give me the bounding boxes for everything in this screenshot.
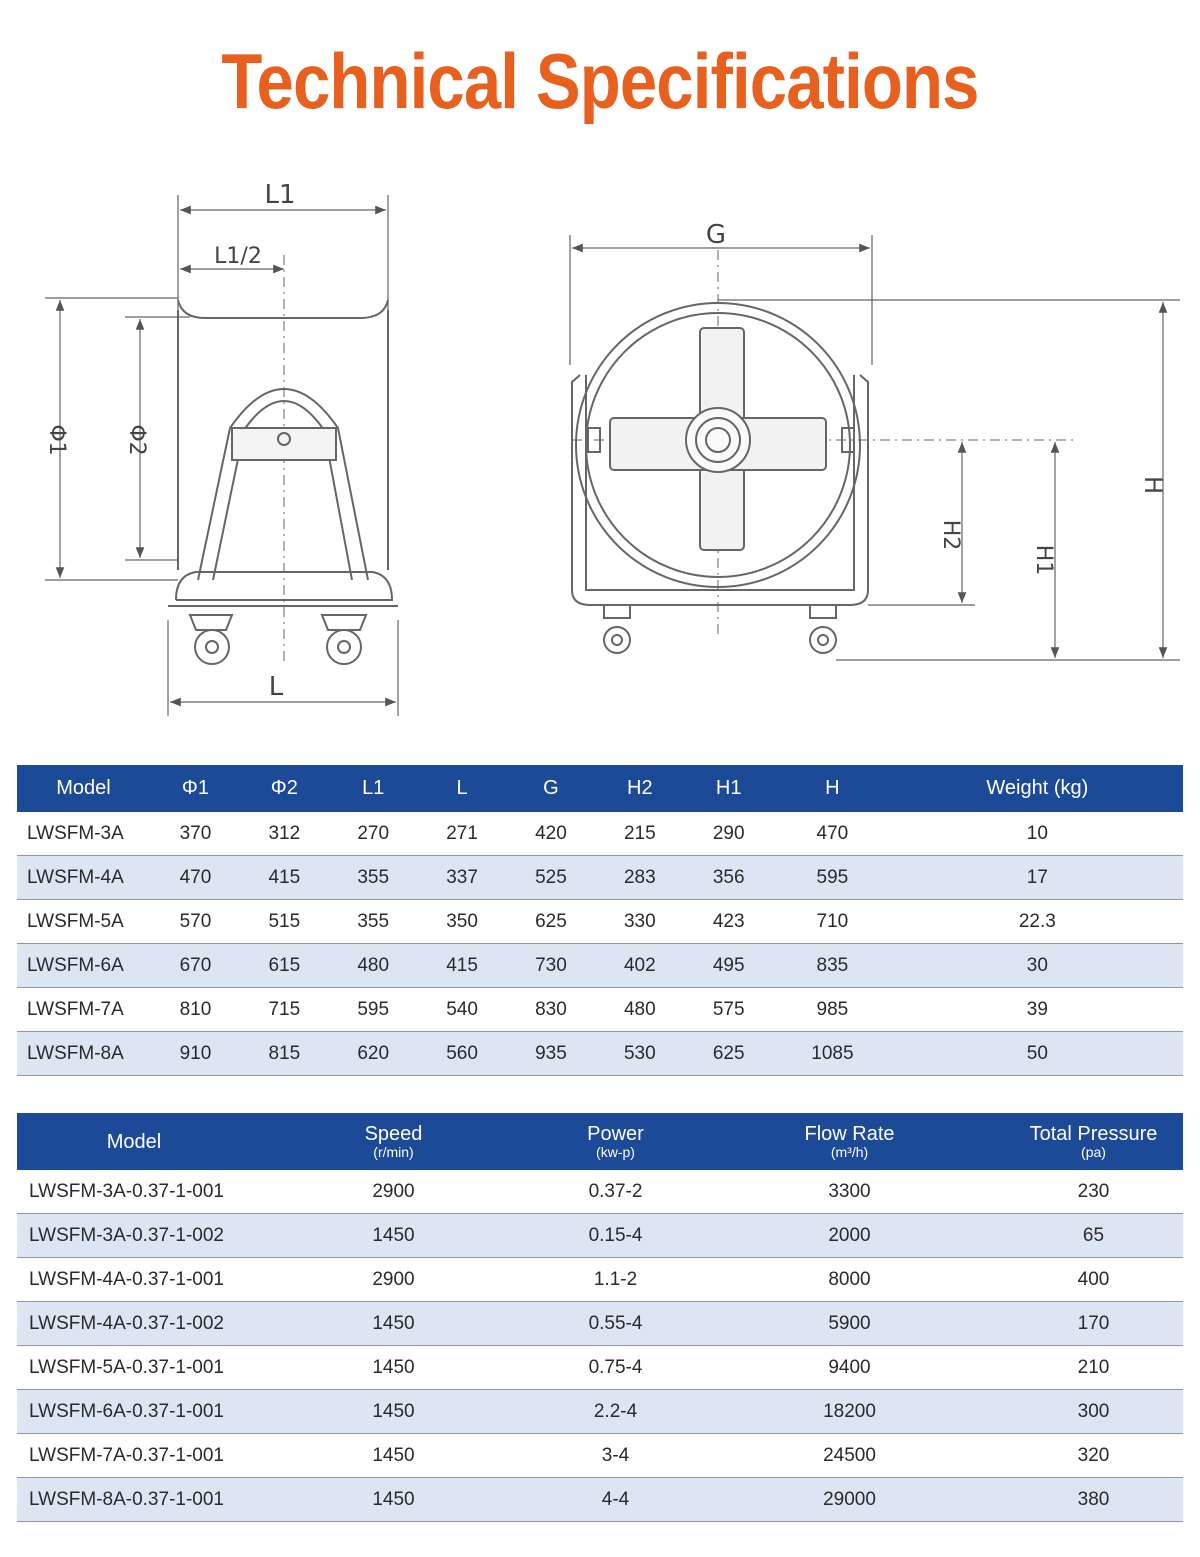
value-cell: 170	[1004, 1302, 1183, 1346]
model-cell: LWSFM-8A-0.37-1-001	[17, 1478, 251, 1522]
model-cell: LWSFM-5A-0.37-1-001	[17, 1346, 251, 1390]
column-unit: (m³/h)	[830, 1143, 869, 1160]
model-cell: LWSFM-6A	[17, 944, 151, 988]
value-cell: 0.75-4	[536, 1346, 695, 1390]
page-title: Technical Specifications	[221, 37, 979, 125]
label-h2: H2	[938, 519, 963, 551]
value-cell: 480	[329, 944, 418, 988]
column-header: G	[507, 765, 596, 812]
value-cell: 17	[892, 856, 1183, 900]
table-row	[17, 900, 1183, 944]
technical-drawing	[0, 160, 1200, 740]
label-l: L	[268, 672, 284, 702]
table-header-row	[17, 1113, 1183, 1170]
value-cell: 30	[892, 944, 1183, 988]
model-cell: LWSFM-3A	[17, 812, 151, 856]
value-cell: 2000	[695, 1214, 1004, 1258]
value-cell: 1450	[251, 1302, 536, 1346]
value-cell: 560	[418, 1032, 507, 1076]
value-cell: 730	[507, 944, 596, 988]
value-cell: 355	[329, 900, 418, 944]
value-cell: 400	[1004, 1258, 1183, 1302]
value-cell: 480	[595, 988, 684, 1032]
value-cell: 530	[595, 1032, 684, 1076]
table-row	[17, 1170, 1183, 1214]
value-cell: 670	[151, 944, 240, 988]
model-cell: LWSFM-7A	[17, 988, 151, 1032]
label-g: G	[705, 220, 727, 250]
label-l1-half: L1/2	[214, 244, 262, 269]
column-header: Φ2	[240, 765, 329, 812]
value-cell: 830	[507, 988, 596, 1032]
value-cell: 370	[151, 812, 240, 856]
label-h1: H1	[1031, 544, 1056, 576]
column-header: Flow Rate (m³/h)	[695, 1113, 1004, 1170]
value-cell: 415	[418, 944, 507, 988]
table-row	[17, 856, 1183, 900]
table-row	[17, 1258, 1183, 1302]
value-cell: 24500	[695, 1434, 1004, 1478]
value-cell: 355	[329, 856, 418, 900]
value-cell: 495	[684, 944, 773, 988]
value-cell: 1.1-2	[536, 1258, 695, 1302]
value-cell: 2900	[251, 1170, 536, 1214]
label-phi1: Φ1	[44, 424, 69, 456]
model-cell: LWSFM-3A-0.37-1-001	[17, 1170, 251, 1214]
dimensions-table	[17, 765, 1183, 1076]
model-cell: LWSFM-8A	[17, 1032, 151, 1076]
value-cell: 50	[892, 1032, 1183, 1076]
column-unit: (kw-p)	[596, 1143, 635, 1160]
value-cell: 985	[773, 988, 892, 1032]
value-cell: 1450	[251, 1434, 536, 1478]
value-cell: 10	[892, 812, 1183, 856]
column-header: H	[773, 765, 892, 812]
column-header: Model	[17, 765, 151, 812]
value-cell: 290	[684, 812, 773, 856]
table-row	[17, 1478, 1183, 1522]
value-cell: 271	[418, 812, 507, 856]
table-header-row	[17, 765, 1183, 812]
value-cell: 39	[892, 988, 1183, 1032]
table-row	[17, 812, 1183, 856]
value-cell: 1450	[251, 1478, 536, 1522]
value-cell: 595	[773, 856, 892, 900]
value-cell: 356	[684, 856, 773, 900]
table-row	[17, 944, 1183, 988]
column-header: Weight (kg)	[892, 765, 1183, 812]
value-cell: 423	[684, 900, 773, 944]
value-cell: 300	[1004, 1390, 1183, 1434]
value-cell: 815	[240, 1032, 329, 1076]
model-cell: LWSFM-3A-0.37-1-002	[17, 1214, 251, 1258]
label-h: H	[1139, 475, 1167, 495]
value-cell: 710	[773, 900, 892, 944]
value-cell: 835	[773, 944, 892, 988]
table-row	[17, 1302, 1183, 1346]
value-cell: 380	[1004, 1478, 1183, 1522]
column-header: L	[418, 765, 507, 812]
value-cell: 29000	[695, 1478, 1004, 1522]
value-cell: 910	[151, 1032, 240, 1076]
value-cell: 715	[240, 988, 329, 1032]
value-cell: 540	[418, 988, 507, 1032]
column-header: Φ1	[151, 765, 240, 812]
model-cell: LWSFM-4A	[17, 856, 151, 900]
model-cell: LWSFM-5A	[17, 900, 151, 944]
value-cell: 615	[240, 944, 329, 988]
side-view-drawing	[45, 195, 398, 716]
column-unit: (r/min)	[373, 1143, 414, 1160]
value-cell: 3-4	[536, 1434, 695, 1478]
value-cell: 210	[1004, 1346, 1183, 1390]
model-cell: LWSFM-4A-0.37-1-002	[17, 1302, 251, 1346]
value-cell: 330	[595, 900, 684, 944]
column-header: Total Pressure (pa)	[1004, 1113, 1183, 1170]
value-cell: 402	[595, 944, 684, 988]
model-cell: LWSFM-7A-0.37-1-001	[17, 1434, 251, 1478]
value-cell: 320	[1004, 1434, 1183, 1478]
table-row	[17, 1434, 1183, 1478]
value-cell: 1450	[251, 1390, 536, 1434]
value-cell: 283	[595, 856, 684, 900]
value-cell: 215	[595, 812, 684, 856]
column-unit: (pa)	[1081, 1143, 1106, 1160]
value-cell: 1450	[251, 1346, 536, 1390]
value-cell: 935	[507, 1032, 596, 1076]
column-header: H2	[595, 765, 684, 812]
value-cell: 515	[240, 900, 329, 944]
value-cell: 0.37-2	[536, 1170, 695, 1214]
label-l1: L1	[264, 180, 296, 210]
front-view-drawing	[570, 235, 1180, 660]
value-cell: 9400	[695, 1346, 1004, 1390]
table-row	[17, 1346, 1183, 1390]
value-cell: 350	[418, 900, 507, 944]
value-cell: 525	[507, 856, 596, 900]
value-cell: 595	[329, 988, 418, 1032]
value-cell: 337	[418, 856, 507, 900]
value-cell: 415	[240, 856, 329, 900]
value-cell: 3300	[695, 1170, 1004, 1214]
value-cell: 230	[1004, 1170, 1183, 1214]
model-cell: LWSFM-4A-0.37-1-001	[17, 1258, 251, 1302]
table-row	[17, 988, 1183, 1032]
value-cell: 2900	[251, 1258, 536, 1302]
value-cell: 18200	[695, 1390, 1004, 1434]
value-cell: 2.2-4	[536, 1390, 695, 1434]
value-cell: 810	[151, 988, 240, 1032]
table-row	[17, 1390, 1183, 1434]
column-header: L1	[329, 765, 418, 812]
column-header: Model	[17, 1113, 251, 1170]
column-header: Power (kw-p)	[536, 1113, 695, 1170]
value-cell: 0.55-4	[536, 1302, 695, 1346]
value-cell: 470	[773, 812, 892, 856]
value-cell: 8000	[695, 1258, 1004, 1302]
value-cell: 625	[507, 900, 596, 944]
value-cell: 470	[151, 856, 240, 900]
value-cell: 65	[1004, 1214, 1183, 1258]
value-cell: 575	[684, 988, 773, 1032]
value-cell: 4-4	[536, 1478, 695, 1522]
value-cell: 5900	[695, 1302, 1004, 1346]
value-cell: 570	[151, 900, 240, 944]
value-cell: 620	[329, 1032, 418, 1076]
table-row	[17, 1214, 1183, 1258]
value-cell: 0.15-4	[536, 1214, 695, 1258]
column-header: Speed (r/min)	[251, 1113, 536, 1170]
value-cell: 1450	[251, 1214, 536, 1258]
model-cell: LWSFM-6A-0.37-1-001	[17, 1390, 251, 1434]
value-cell: 420	[507, 812, 596, 856]
value-cell: 625	[684, 1032, 773, 1076]
value-cell: 312	[240, 812, 329, 856]
table-row	[17, 1032, 1183, 1076]
value-cell: 1085	[773, 1032, 892, 1076]
performance-table	[17, 1113, 1183, 1522]
value-cell: 22.3	[892, 900, 1183, 944]
label-phi2: Φ2	[124, 424, 149, 456]
value-cell: 270	[329, 812, 418, 856]
column-header: H1	[684, 765, 773, 812]
